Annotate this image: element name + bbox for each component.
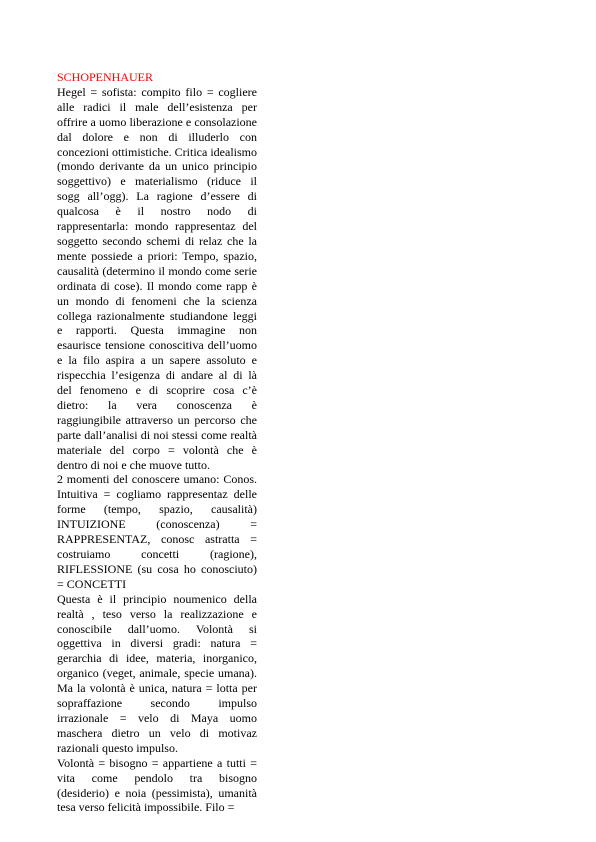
paragraph-will-need: Volontà = bisogno = appartiene a tutti = vita come pendolo tra bisogno (desiderio) e noia (pessimista), umanità tesa verso felicità impossibile. Filo = bbox=[57, 755, 257, 815]
document-title: SCHOPENHAUER bbox=[57, 70, 154, 84]
paragraph-knowledge-moments: 2 momenti del conoscere umano: Conos. Intuitiva = cogliamo rappresentaz delle forme (tempo, spazio, causalità) INTUIZIONE (conoscenza) = RAPPRESENTAZ, conosc astratta = costruiamo concetti (ragione), RIFLESSIONE (su cosa ho conosciuto) = CONCETTI bbox=[57, 472, 257, 591]
paragraph-hegel-critique: Hegel = sofista: compito filo = cogliere alle radici il male dell’esistenza per offrire a uomo liberazione e consolazione dal dolore e non di illuderlo con concezioni ottimistiche. Critica idealismo (mondo derivante da un unico principio soggettivo) e materialismo (riduce il sogg all’ogg). La ragione d’essere di qualcosa è il nostro nodo di rappresentarla: mondo rappresentaz del soggetto secondo schemi di relaz che la mente possiede a priori: Tempo, spazio, causalità (determino il mondo come serie ordinata di cose). Il mondo come rapp è un mondo di fenomeni che la scienza collega razionalmente studiandone leggi e rapporti. Questa immagine non esaurisce tensione conoscitiva dell’uomo e la filo aspira a un sapere assoluto e rispecchia l’esigenza di andare al di là del fenomeno e di scoprire cosa c’è dietro: la vera conoscenza è raggiungibile attraverso un percorso che parte dall’analisi di noi stessi come realtà materiale del corpo = volontà che è dentro di noi e che muove tutto. bbox=[57, 84, 257, 472]
paragraph-will-noumenon: Questa è il principio noumenico della realtà , teso verso la realizzazione e conoscibile dall’uomo. Volontà si oggettiva in diversi gradi: natura = gerarchia di idee, materia, inorganico, organico (veget, animale, specie umana). Ma la volontà è unica, natura = lotta per sopraffazione secondo impulso irrazionale = velo di Maya uomo maschera dietro un velo di motivaz razionali questo impulso. bbox=[57, 591, 257, 755]
text-column bbox=[57, 70, 257, 815]
